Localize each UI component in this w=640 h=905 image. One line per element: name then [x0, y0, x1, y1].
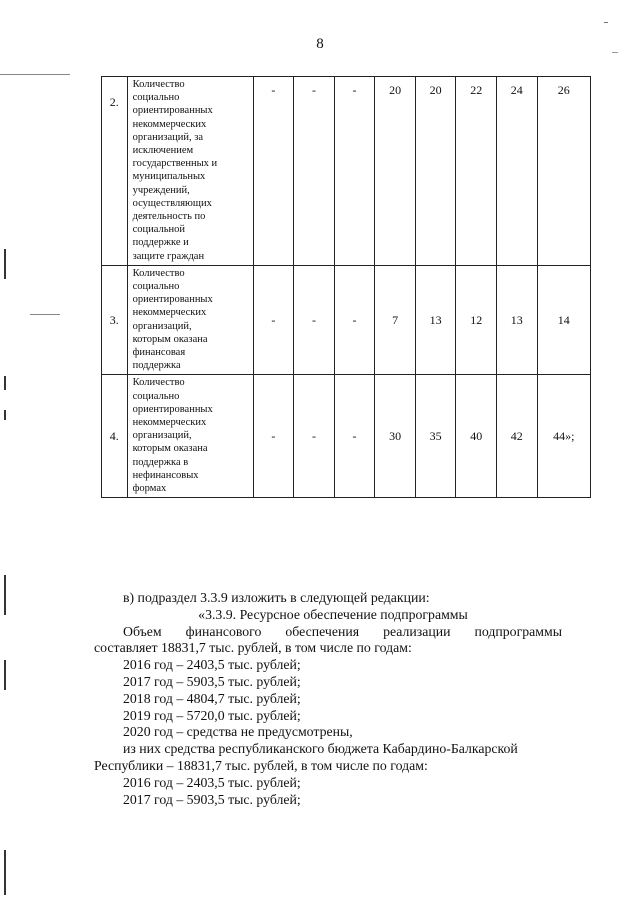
table-row	[102, 265, 591, 375]
indicator-name-line: Количество	[132, 79, 185, 90]
funding-year-2019: 2019 год – 5720,0 тыс. рублей;	[123, 707, 301, 723]
indicator-name-line: некоммерческих	[132, 417, 207, 429]
value-cell: -	[334, 77, 375, 266]
scan-mark	[4, 850, 6, 895]
indicator-name-cell	[127, 265, 253, 375]
indicator-name-line: поддержка в	[132, 456, 189, 468]
indicator-name-line: организаций,	[132, 430, 192, 442]
indicator-name-line: Количество	[132, 377, 185, 389]
value-cell: 26	[537, 77, 590, 266]
value-cell: 42	[496, 375, 537, 498]
indicator-name-cell	[127, 375, 253, 498]
value-cell: 14	[537, 265, 590, 375]
indicator-name-line: поддержке и	[132, 237, 189, 249]
funding-paragraph-line-2: составляет 18831,7 тыс. рублей, в том числе по годам:	[94, 640, 412, 656]
indicator-name-line: финансовая	[132, 347, 186, 359]
value-cell: -	[294, 265, 335, 375]
value-cell: 24	[496, 77, 537, 266]
regional-budget-line-1: из них средства республиканского бюджета Кабардино-Балкарской	[123, 741, 518, 757]
funding-year-2020: 2020 год – средства не предусмотрены,	[123, 724, 353, 740]
value-cell: 40	[456, 375, 497, 498]
value-cell: -	[294, 375, 335, 498]
value-cell: 20	[415, 77, 456, 266]
indicator-name-line: социальной	[132, 224, 186, 236]
regional-year-2016: 2016 год – 2403,5 тыс. рублей;	[123, 774, 301, 790]
indicator-name-line: организаций,	[132, 320, 192, 332]
indicators-table	[101, 76, 591, 498]
value-cell: 22	[456, 77, 497, 266]
scan-mark	[612, 52, 618, 53]
indicator-name-line: государственных и	[132, 158, 218, 170]
indicator-name-cell	[127, 77, 253, 266]
indicator-name-line: осуществляющих	[132, 197, 212, 209]
section-heading: «3.3.9. Ресурсное обеспечение подпрограммы	[198, 606, 468, 622]
indicator-name-line: поддержка	[132, 360, 181, 372]
scan-mark	[30, 314, 60, 315]
regional-budget-line-2: Республики – 18831,7 тыс. рублей, в том числе по годам:	[94, 757, 428, 773]
value-cell: 20	[375, 77, 416, 266]
amendment-line: в) подраздел 3.3.9 изложить в следующей редакции:	[123, 590, 430, 605]
indicator-name-line: деятельность по	[132, 211, 206, 223]
row-number-cell: 2.	[102, 77, 128, 266]
value-cell: -	[253, 375, 294, 498]
value-cell: 13	[415, 265, 456, 375]
value-cell: -	[253, 265, 294, 375]
value-cell: -	[334, 265, 375, 375]
indicator-name-line: нефинансовых	[132, 469, 199, 481]
scan-mark	[4, 660, 6, 690]
value-cell: 7	[375, 265, 416, 375]
indicator-name-line: ориентированных	[132, 294, 213, 306]
scan-mark	[0, 74, 70, 75]
indicator-name-line: муниципальных	[132, 171, 206, 183]
indicator-name-line: защите граждан	[132, 250, 205, 262]
indicator-name-line: учреждений,	[132, 184, 190, 196]
funding-year-2016: 2016 год – 2403,5 тыс. рублей;	[123, 657, 301, 673]
indicator-name-line: исключением	[132, 145, 194, 157]
indicator-name-line: некоммерческих	[132, 307, 207, 319]
indicator-name-line: которым оказана	[132, 333, 208, 345]
indicator-name-line: которым оказана	[132, 443, 208, 455]
scan-mark	[4, 249, 6, 279]
indicator-name-line: социально	[132, 281, 180, 293]
value-cell: -	[334, 375, 375, 498]
value-cell: -	[253, 77, 294, 266]
table-row	[102, 375, 591, 498]
scan-mark	[604, 22, 608, 23]
indicator-name-line: ориентированных	[132, 105, 213, 117]
value-cell: 12	[456, 265, 497, 375]
indicator-name-line: социально	[132, 390, 180, 402]
indicator-name-line: организаций, за	[132, 131, 204, 143]
value-cell: 35	[415, 375, 456, 498]
funding-year-2018: 2018 год – 4804,7 тыс. рублей;	[123, 690, 301, 706]
scan-mark	[4, 376, 6, 390]
funding-year-2017: 2017 год – 5903,5 тыс. рублей;	[123, 673, 301, 689]
value-cell: 30	[375, 375, 416, 498]
indicator-name-line: социально	[132, 92, 180, 104]
scan-mark	[4, 410, 6, 420]
indicator-name-line: формах	[132, 483, 167, 495]
page-number: 8	[316, 36, 324, 52]
document-text	[94, 590, 562, 808]
row-number-cell: 3.	[102, 265, 128, 375]
indicator-name-line: ориентированных	[132, 403, 213, 415]
funding-paragraph-line-1: Объем финансового обеспечения реализации подпрограммы	[123, 623, 562, 639]
indicator-name-line: некоммерческих	[132, 118, 207, 130]
value-cell: 13	[496, 265, 537, 375]
value-cell: 44»;	[537, 375, 590, 498]
indicator-name-line: Количество	[132, 267, 185, 279]
table-row	[102, 77, 591, 266]
scan-mark	[4, 575, 6, 615]
row-number-cell: 4.	[102, 375, 128, 498]
value-cell: -	[294, 77, 335, 266]
regional-year-2017: 2017 год – 5903,5 тыс. рублей;	[123, 791, 301, 807]
